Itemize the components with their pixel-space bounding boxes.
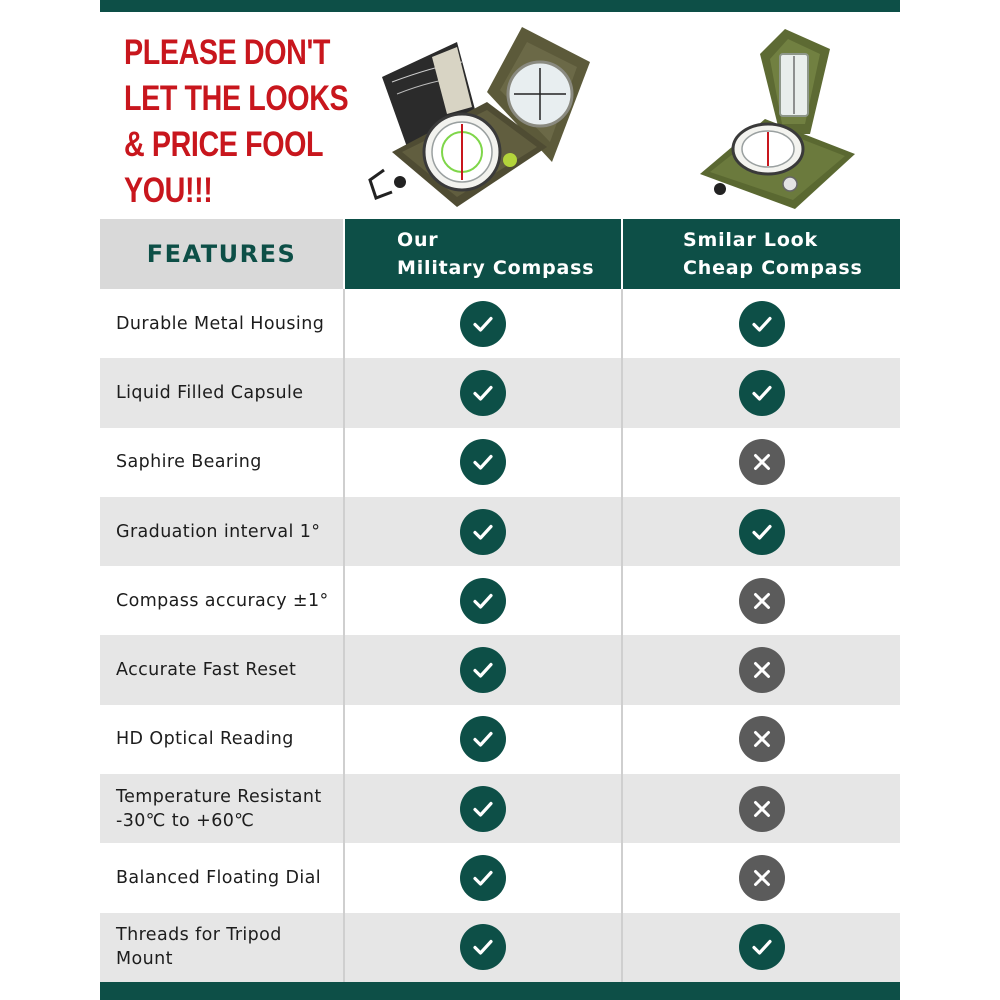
- table-row: [100, 843, 900, 912]
- check-icon: [460, 786, 506, 832]
- table-row: [100, 913, 900, 982]
- our-compass-cell: [343, 289, 623, 358]
- our-compass-cell: [343, 428, 623, 497]
- cheap-compass-cell: [623, 635, 900, 704]
- feature-label: [100, 428, 343, 497]
- cheap-compass-cell: [623, 358, 900, 427]
- bottom-banner-bar: [100, 982, 900, 1000]
- check-icon: [460, 855, 506, 901]
- feature-label-line: -30℃ to +60℃: [116, 810, 255, 831]
- check-icon: [460, 509, 506, 555]
- cheap-compass-header-line: Cheap Compass: [683, 257, 863, 279]
- feature-label: [100, 635, 343, 704]
- feature-label-line: Threads for Tripod: [116, 925, 282, 946]
- check-icon: [460, 716, 506, 762]
- cross-icon: [739, 578, 785, 624]
- table-row: [100, 358, 900, 427]
- feature-label: [100, 358, 343, 427]
- feature-label-line: Accurate Fast Reset: [116, 660, 297, 681]
- table-row: [100, 428, 900, 497]
- our-compass-header-line: Our: [397, 229, 439, 251]
- check-icon: [739, 924, 785, 970]
- military-compass-image: [362, 22, 607, 212]
- check-icon: [460, 647, 506, 693]
- our-compass-cell: [343, 774, 623, 843]
- headline-line: YOU!!!: [124, 171, 213, 210]
- cross-icon: [739, 439, 785, 485]
- our-compass-cell: [343, 566, 623, 635]
- feature-label: [100, 566, 343, 635]
- our-compass-cell: [343, 358, 623, 427]
- headline-line: LET THE LOOKS: [124, 79, 349, 118]
- table-row: [100, 705, 900, 774]
- feature-label-line: Compass accuracy ±1°: [116, 590, 329, 611]
- our-compass-cell: [343, 913, 623, 982]
- table-row: [100, 774, 900, 843]
- top-banner-bar: [100, 0, 900, 12]
- feature-label-line: Temperature Resistant: [116, 786, 322, 807]
- check-icon: [460, 924, 506, 970]
- cheap-compass-cell: [623, 774, 900, 843]
- cross-icon: [739, 786, 785, 832]
- cheap-compass-cell: [623, 913, 900, 982]
- our-compass-cell: [343, 635, 623, 704]
- table-row: [100, 566, 900, 635]
- our-compass-header: [343, 219, 623, 289]
- cheap-compass-cell: [623, 289, 900, 358]
- feature-label-line: Saphire Bearing: [116, 452, 262, 473]
- cheap-compass-cell: [623, 497, 900, 566]
- cross-icon: [739, 855, 785, 901]
- check-icon: [460, 301, 506, 347]
- headline-line: & PRICE FOOL: [124, 125, 324, 164]
- check-icon: [739, 301, 785, 347]
- features-header: FEATURES: [100, 219, 343, 289]
- cross-icon: [739, 647, 785, 693]
- our-compass-header-line: Military Compass: [397, 257, 595, 279]
- table-row: [100, 497, 900, 566]
- cheap-compass-header: [623, 219, 900, 289]
- cheap-compass-header-line: Smilar Look: [683, 229, 818, 251]
- our-compass-cell: [343, 843, 623, 912]
- check-icon: [739, 370, 785, 416]
- feature-label: [100, 705, 343, 774]
- feature-label-line: Graduation interval 1°: [116, 521, 321, 542]
- headline-line: PLEASE DON'T: [124, 33, 331, 72]
- cheap-compass-cell: [623, 843, 900, 912]
- feature-label: [100, 289, 343, 358]
- our-compass-cell: [343, 497, 623, 566]
- feature-label-line: HD Optical Reading: [116, 729, 294, 750]
- comparison-table: [100, 219, 900, 982]
- cheap-compass-cell: [623, 428, 900, 497]
- cross-icon: [739, 716, 785, 762]
- feature-label: [100, 774, 343, 843]
- feature-label-line: Mount: [116, 949, 173, 970]
- check-icon: [460, 439, 506, 485]
- check-icon: [739, 509, 785, 555]
- table-row: [100, 635, 900, 704]
- table-header-row: [100, 219, 900, 289]
- headline: [124, 30, 349, 214]
- feature-label: [100, 843, 343, 912]
- check-icon: [460, 578, 506, 624]
- feature-label: [100, 497, 343, 566]
- cheap-compass-cell: [623, 705, 900, 774]
- our-compass-cell: [343, 705, 623, 774]
- table-row: [100, 289, 900, 358]
- cheap-compass-cell: [623, 566, 900, 635]
- feature-label-line: Durable Metal Housing: [116, 313, 325, 334]
- feature-label-line: Liquid Filled Capsule: [116, 382, 304, 403]
- check-icon: [460, 370, 506, 416]
- feature-label: [100, 913, 343, 982]
- cheap-compass-image: [690, 24, 870, 214]
- feature-label-line: Balanced Floating Dial: [116, 868, 322, 889]
